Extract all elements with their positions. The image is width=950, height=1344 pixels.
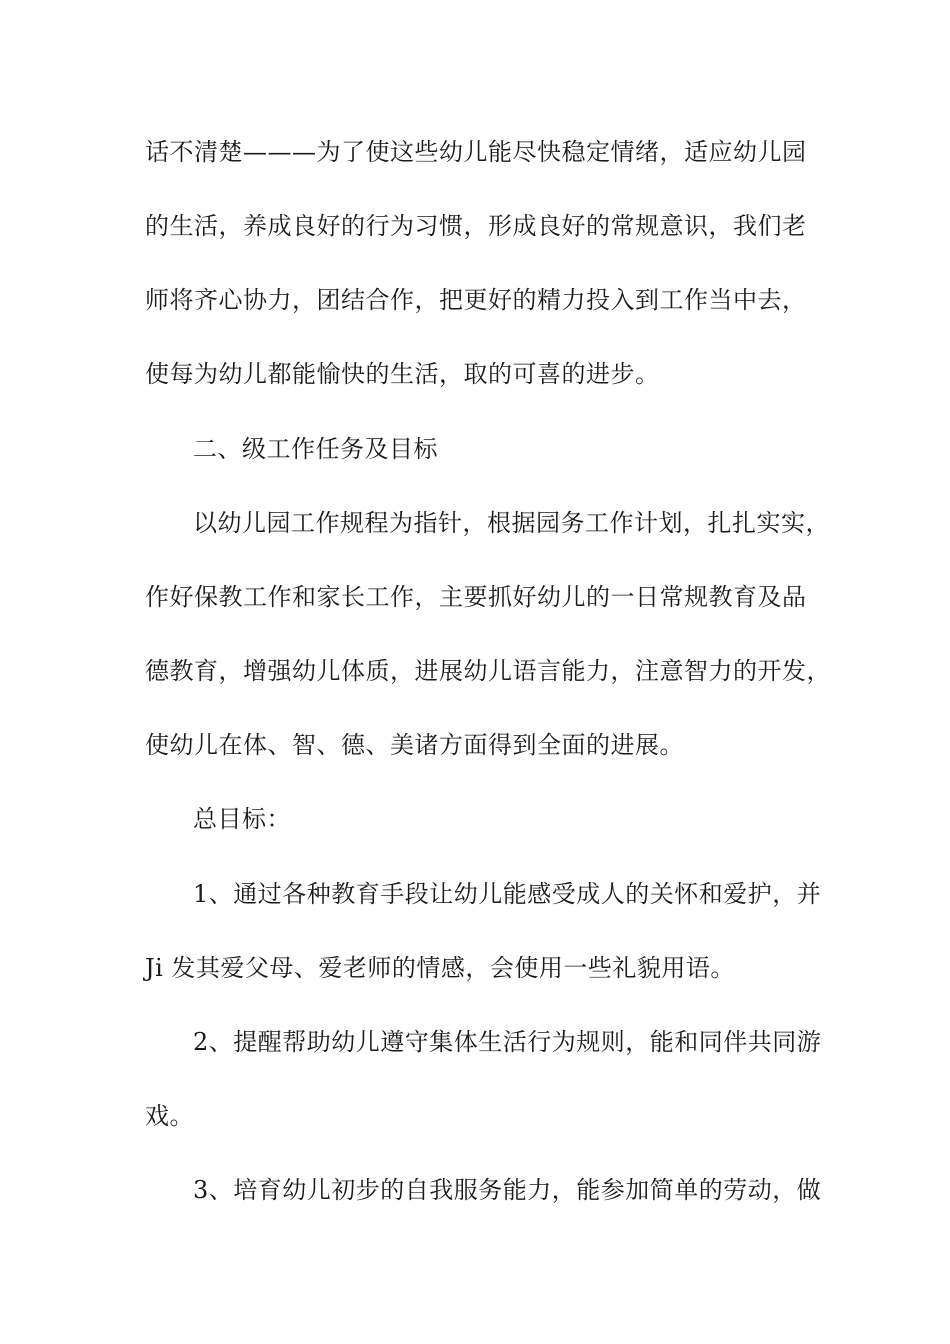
paragraph-line-6: 作好保教工作和家长工作，主要抓好幼儿的一日常规教育及品	[145, 583, 807, 611]
paragraph-line-4: 使每为幼儿都能愉快的生活，取的可喜的进步。	[145, 360, 660, 388]
paragraph-line-8: 使幼儿在体、智、德、美诸方面得到全面的进展。	[145, 731, 684, 759]
paragraph-line-7: 德教育，增强幼儿体质，进展幼儿语言能力，注意智力的开发，	[145, 657, 831, 685]
paragraph-line-3: 师将齐心协力，团结合作，把更好的精力投入到工作当中去，	[145, 286, 807, 314]
goal-2-line-1: 2、提醒帮助幼儿遵守集体生活行为规则，能和同伴共同游	[193, 1028, 822, 1056]
goal-2-line-2: 戏。	[145, 1102, 194, 1130]
goal-1-line-2: Ji 发其爱父母、爱老师的情感，会使用一些礼貌用语。	[145, 954, 735, 982]
paragraph-line-5: 以幼儿园工作规程为指针，根据园务工作计划，扎扎实实，	[193, 509, 830, 537]
subheading-goals: 总目标：	[193, 805, 291, 833]
paragraph-line-1: 话不清楚———为了使这些幼儿能尽快稳定情绪，适应幼儿园	[145, 138, 807, 166]
goal-1-line-1: 1、通过各种教育手段让幼儿能感受成人的关怀和爱护，并	[193, 880, 822, 908]
goal-3-line-1: 3、培育幼儿初步的自我服务能力，能参加简单的劳动，做	[193, 1176, 822, 1204]
paragraph-line-2: 的生活，养成良好的行为习惯，形成良好的常规意识，我们老	[145, 212, 807, 240]
section-heading: 二、级工作任务及目标	[193, 435, 438, 463]
